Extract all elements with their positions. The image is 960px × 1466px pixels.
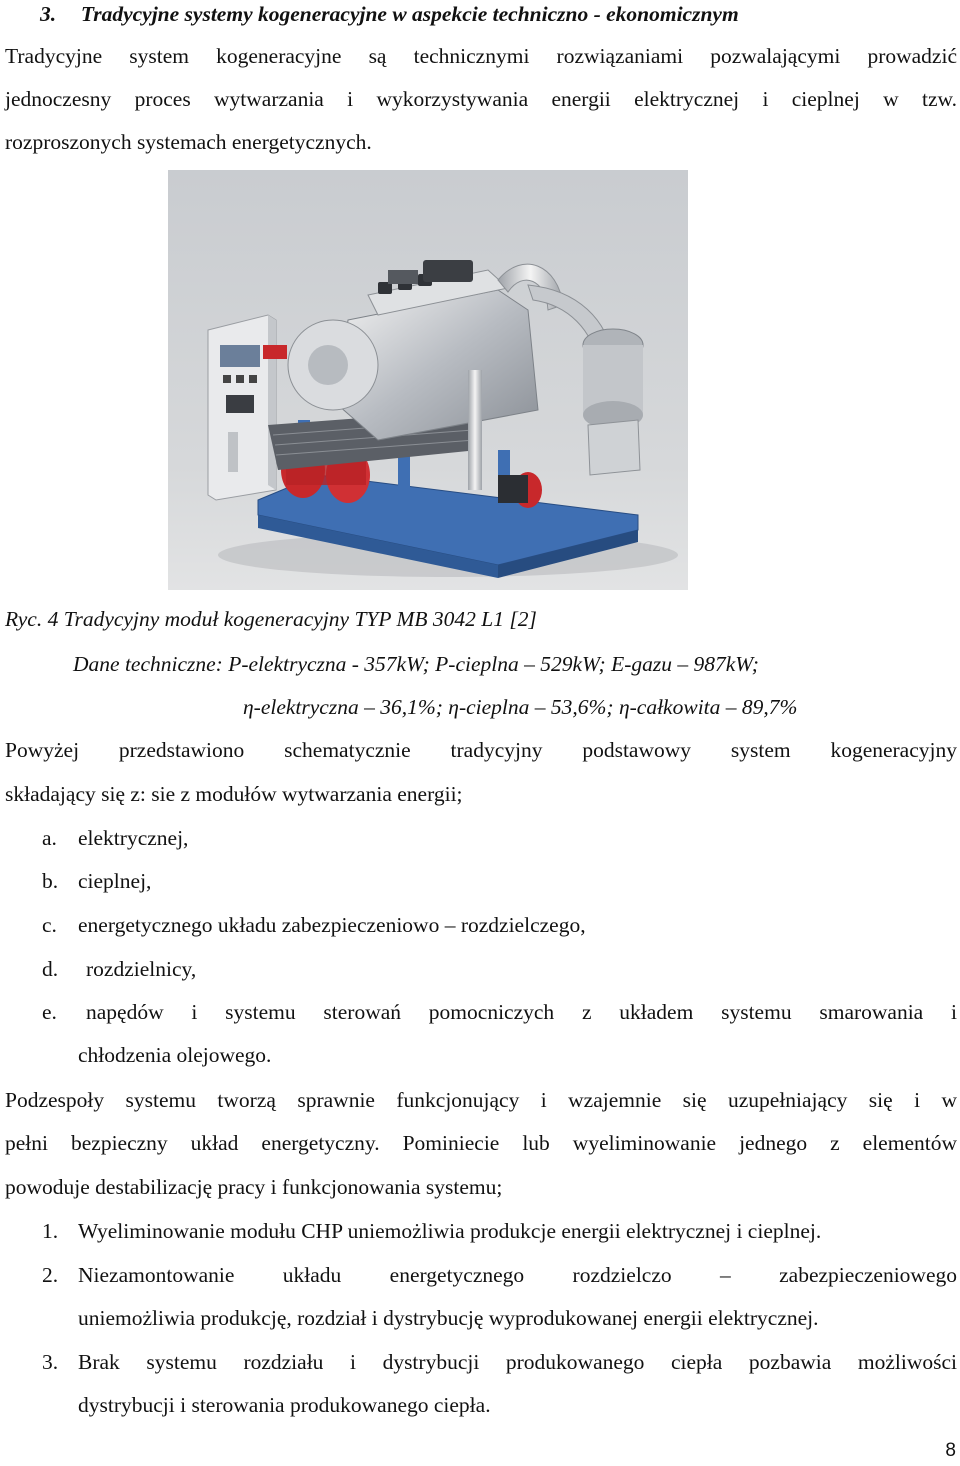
list-item-text: cieplnej, xyxy=(78,869,152,893)
intro-line-2: jednoczesny proces wytwarzania i wykorzystywania energii elektrycznej i cieplnej w tzw. xyxy=(5,87,957,111)
list-item-label: 2. xyxy=(42,1263,59,1287)
technical-data-line-2: η-elektryczna – 36,1%; η-cieplna – 53,6%; η-całkowita – 89,7% xyxy=(243,695,798,719)
para3-line-3: powoduje destabilizację pracy i funkcjonowania systemu; xyxy=(5,1175,503,1199)
list-item-continuation: dystrybucji i sterowania produkowanego ciepła. xyxy=(78,1393,491,1417)
list-item-text: elektrycznej, xyxy=(78,826,189,850)
para2-line-1: Powyżej przedstawiono schematycznie tradycyjny podstawowy system kogeneracyjny xyxy=(5,738,957,762)
section-title: Tradycyjne systemy kogeneracyjne w aspekcie techniczno - ekonomicznym xyxy=(80,2,739,26)
section-heading xyxy=(40,0,739,28)
list-item-text: Wyeliminowanie modułu CHP uniemożliwia produkcje energii elektrycznej i cieplnej. xyxy=(78,1219,822,1243)
list-item-text: napędów i systemu sterowań pomocniczych z układem systemu smarowania i xyxy=(86,1000,957,1024)
list-item-continuation: chłodzenia olejowego. xyxy=(78,1043,272,1067)
list-item-label: a. xyxy=(42,826,57,850)
list-item-label: c. xyxy=(42,913,57,937)
para3-line-2: pełni bezpieczny układ energetyczny. Pominiecie lub wyeliminowanie jednego z elementów xyxy=(5,1131,957,1155)
list-item-text: energetycznego układu zabezpieczeniowo – rozdzielczego, xyxy=(78,913,586,937)
list-item-text: Brak systemu rozdziału i dystrybucji produkowanego ciepła pozbawia możliwości xyxy=(78,1350,957,1374)
list-item-label: 3. xyxy=(42,1350,59,1374)
list-item-label: 1. xyxy=(42,1219,59,1243)
figure-caption: Ryc. 4 Tradycyjny moduł kogeneracyjny TYP MB 3042 L1 [2] xyxy=(5,607,537,631)
section-number: 3. xyxy=(40,2,57,26)
list-item-text: rozdzielnicy, xyxy=(86,957,197,981)
para2-line-2: składający się z: sie z modułów wytwarzania energii; xyxy=(5,782,463,806)
list-item-label: e. xyxy=(42,1000,57,1024)
intro-line-1: Tradycyjne system kogeneracyjne są technicznymi rozwiązaniami pozwalającymi prowadzić xyxy=(5,44,957,68)
page-number: 8 xyxy=(945,1440,956,1461)
cogeneration-module-photo xyxy=(168,170,688,590)
list-item-label: d. xyxy=(42,957,59,981)
list-item-continuation: uniemożliwia produkcję, rozdział i dystrybucję wyprodukowanej energii elektrycznej. xyxy=(78,1306,819,1330)
intro-line-3: rozproszonych systemach energetycznych. xyxy=(5,130,372,154)
technical-data-line-1: Dane techniczne: P-elektryczna - 357kW; P-cieplna – 529kW; E-gazu – 987kW; xyxy=(73,652,759,676)
para3-line-1: Podzespoły systemu tworzą sprawnie funkcjonujący i wzajemnie się uzupełniający się i w xyxy=(5,1088,957,1112)
list-item-label: b. xyxy=(42,869,59,893)
list-item-text: Niezamontowanie układu energetycznego rozdzielczo – zabezpieczeniowego xyxy=(78,1263,957,1287)
